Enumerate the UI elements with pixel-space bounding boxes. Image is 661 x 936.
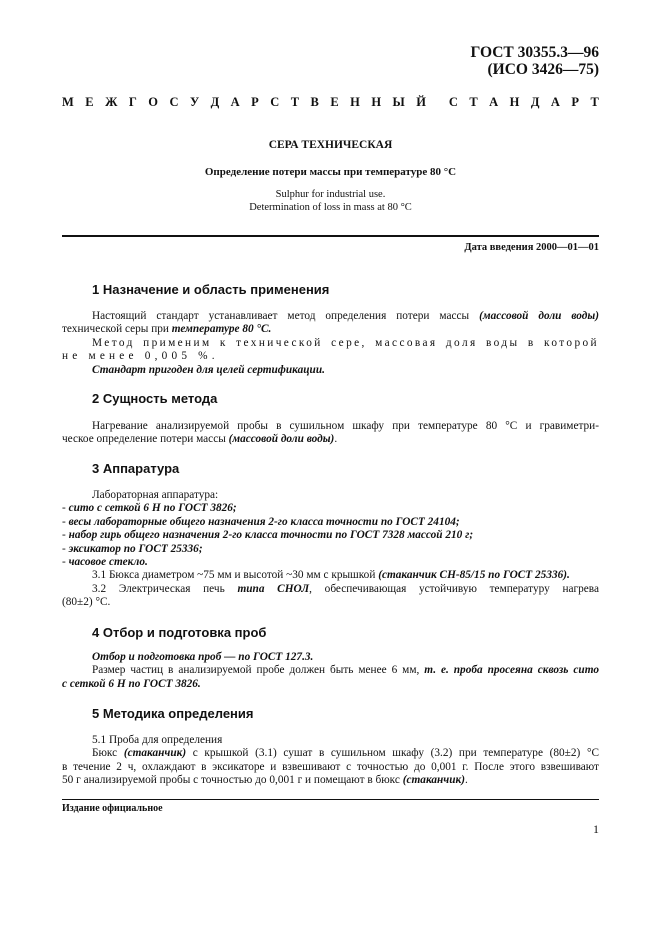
paragraph-line: не менее 0,005 %. bbox=[62, 350, 219, 363]
paragraph-line: Размер частиц в анализируемой пробе должен быть менее 6 мм, т. е. проба просеяна сквозь сито bbox=[92, 664, 599, 677]
list-item: - часовое стекло. bbox=[62, 556, 148, 569]
section-1-heading: 1 Назначение и область применения bbox=[92, 282, 330, 297]
title-divider bbox=[62, 235, 599, 237]
section-5-body bbox=[62, 734, 599, 788]
document-title: СЕРА ТЕХНИЧЕСКАЯ bbox=[268, 139, 393, 151]
letter: Е bbox=[85, 95, 94, 109]
paragraph-line: Отбор и подготовка проб — по ГОСТ 127.3. bbox=[92, 651, 314, 663]
letter: А bbox=[230, 95, 240, 109]
paragraph-line: в течение 2 ч, охлаждают в эксикаторе и взвешивают с точностью до 0,001 г. После этого взвешивают bbox=[62, 760, 599, 773]
paragraph-line: 3.1 Бюкса диаметром ~75 мм и высотой ~30 мм с крышкой (стаканчик СН-85/15 по ГОСТ 25336). bbox=[92, 569, 570, 582]
paragraph-line: Бюкс (стаканчик) с крышкой (3.1) сушат в сушильном шкафу (3.2) при температуре (80±2) °С bbox=[92, 747, 599, 760]
letter: М bbox=[62, 95, 74, 109]
letter: Д bbox=[530, 95, 540, 109]
section-3-body bbox=[62, 489, 599, 610]
letter: Й bbox=[416, 95, 426, 109]
letter: В bbox=[310, 95, 319, 109]
letter: Т bbox=[469, 95, 478, 109]
standard-code bbox=[470, 44, 599, 78]
document-subtitle: Определение потери массы при температуре 80 °С bbox=[204, 166, 457, 178]
letter: Н bbox=[509, 95, 520, 109]
paragraph-line: 50 г анализируемой пробы с точностью до 0,001 г и помещают в бюкс (стаканчик). bbox=[62, 774, 468, 787]
paragraph-line: с сеткой 6 Н по ГОСТ 3826. bbox=[62, 677, 201, 690]
letter: Е bbox=[330, 95, 339, 109]
section-4-body bbox=[62, 651, 599, 691]
footer-divider bbox=[62, 799, 599, 800]
letter: А bbox=[550, 95, 560, 109]
letter: Р bbox=[571, 95, 580, 109]
iso-number: (ИСО 3426—75) bbox=[487, 61, 599, 78]
paragraph-line: технической серы при температуре 80 °С. bbox=[62, 323, 272, 336]
gost-number: ГОСТ 30355.3—96 bbox=[470, 44, 599, 61]
letter: У bbox=[189, 95, 200, 109]
paragraph-line: Метод применим к технической сере, массовая доля воды в которой bbox=[92, 336, 599, 349]
section-2-body bbox=[62, 420, 599, 447]
paragraph-line: Лабораторная аппаратура: bbox=[92, 489, 219, 501]
letter: О bbox=[148, 95, 159, 109]
interstate-standard-heading bbox=[62, 95, 599, 110]
page-number: 1 bbox=[593, 822, 599, 836]
paragraph-line: 3.2 Электрическая печь типа СНОЛ, обеспечивающая устойчивую температуру нагрева bbox=[92, 582, 600, 595]
paragraph-line: Стандарт пригоден для целей сертификации. bbox=[92, 363, 325, 376]
official-edition: Издание официальное bbox=[62, 803, 163, 814]
list-item: - весы лабораторные общего назначения 2-го класса точности по ГОСТ 24104; bbox=[62, 515, 460, 528]
letter: Р bbox=[251, 95, 259, 109]
english-title bbox=[62, 189, 599, 214]
letter: Ж bbox=[105, 95, 118, 109]
section-1-body bbox=[62, 310, 599, 377]
paragraph-line: ческое определение потери массы (массовой доли воды). bbox=[62, 433, 338, 446]
section-2-heading: 2 Сущность метода bbox=[92, 391, 218, 406]
paragraph-line: 5.1 Проба для определения bbox=[92, 734, 223, 746]
letter: Н bbox=[371, 95, 382, 109]
letter: Т bbox=[290, 95, 300, 109]
letter: С bbox=[448, 95, 458, 109]
paragraph-line: (80±2) °С. bbox=[62, 596, 111, 609]
list-item: - сито с сеткой 6 Н по ГОСТ 3826; bbox=[62, 502, 237, 515]
section-3-heading: 3 Аппаратура bbox=[92, 461, 180, 476]
letter: С bbox=[169, 95, 179, 109]
paragraph-line: Нагревание анализируемой пробы в сушильном шкафу при температуре 80 °С и гравиметри- bbox=[92, 420, 599, 432]
letter: Н bbox=[350, 95, 360, 109]
english-title-line: Sulphur for industrial use. bbox=[275, 189, 386, 200]
list-item: - эксикатор по ГОСТ 25336; bbox=[62, 542, 203, 555]
letter: Д bbox=[210, 95, 220, 109]
paragraph-line: Настоящий стандарт устанавливает метод определения потери массы (массовой доли воды) bbox=[92, 310, 599, 322]
letter: Т bbox=[590, 95, 599, 109]
letter: Г bbox=[128, 95, 137, 109]
letter: Ы bbox=[392, 95, 405, 109]
section-4-heading: 4 Отбор и подготовка проб bbox=[92, 625, 267, 640]
section-5-heading: 5 Методика определения bbox=[92, 706, 254, 721]
effective-date: Дата введения 2000—01—01 bbox=[464, 242, 599, 253]
english-title-line: Determination of loss in mass at 80 °C bbox=[249, 201, 412, 213]
letter: С bbox=[270, 95, 280, 109]
letter: А bbox=[489, 95, 499, 109]
list-item: - набор гирь общего назначения 2-го класса точности по ГОСТ 7328 массой 210 г; bbox=[62, 529, 474, 542]
